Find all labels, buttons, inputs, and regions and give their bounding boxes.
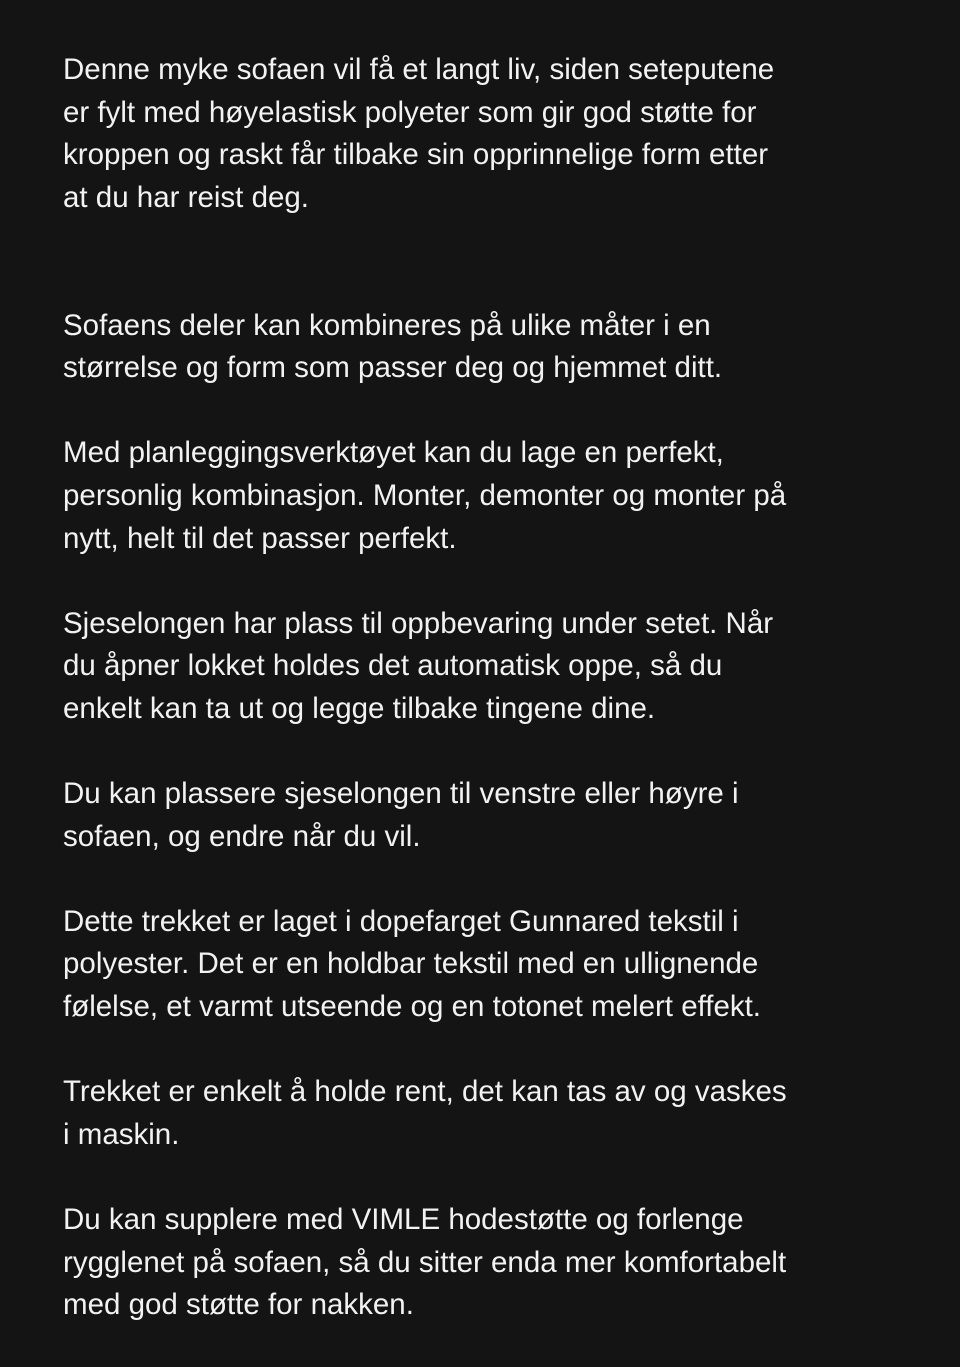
description-paragraph	[63, 49, 960, 219]
paragraph-line: nytt, helt til det passer perfekt.	[63, 521, 457, 555]
paragraph-line: Du kan plassere sjeselongen til venstre eller høyre i	[63, 777, 739, 811]
description-paragraph	[63, 432, 960, 560]
description-paragraph	[63, 603, 960, 731]
paragraph-line: Trekket er enkelt å holde rent, det kan tas av og vaskes	[63, 1075, 787, 1109]
description-paragraph	[63, 1071, 960, 1156]
paragraph-line: Med planleggingsverktøyet kan du lage en perfekt,	[63, 436, 724, 470]
paragraph-line: med god støtte for nakken.	[63, 1288, 414, 1322]
paragraph-line: følelse, et varmt utseende og en totonet melert effekt.	[63, 990, 762, 1024]
paragraph-line: Sofaens deler kan kombineres på ulike måter i en	[63, 308, 711, 342]
paragraph-line: i maskin.	[63, 1117, 180, 1151]
paragraph-line: Sjeselongen har plass til oppbevaring under setet. Når	[63, 606, 774, 640]
paragraph-line: Denne myke sofaen vil få et langt liv, siden seteputene	[63, 53, 775, 86]
paragraph-line: at du har reist deg.	[63, 180, 309, 214]
description-paragraph	[63, 901, 960, 1029]
paragraph-line: Du kan supplere med VIMLE hodestøtte og forlenge	[63, 1203, 744, 1237]
paragraph-line: sofaen, og endre når du vil.	[63, 819, 421, 853]
description-paragraph	[63, 305, 960, 390]
paragraph-line: Dette trekket er laget i dopefarget Gunnared tekstil i	[63, 904, 739, 938]
paragraph-line: enkelt kan ta ut og legge tilbake tingene dine.	[63, 691, 656, 725]
description-paragraph	[63, 1199, 960, 1327]
paragraph-line: polyester. Det er en holdbar tekstil med en ullignende	[63, 947, 759, 981]
paragraph-line: du åpner lokket holdes det automatisk oppe, så du	[63, 649, 723, 683]
paragraph-line: personlig kombinasjon. Monter, demonter og monter på	[63, 478, 787, 512]
paragraph-line: rygglenet på sofaen, så du sitter enda mer komfortabelt	[63, 1245, 787, 1279]
paragraph-line: er fylt med høyelastisk polyeter som gir god støtte for	[63, 95, 757, 129]
paragraph-line: kroppen og raskt får tilbake sin opprinnelige form etter	[63, 138, 769, 172]
description-paragraph	[63, 773, 960, 858]
paragraph-line: størrelse og form som passer deg og hjemmet ditt.	[63, 351, 723, 385]
